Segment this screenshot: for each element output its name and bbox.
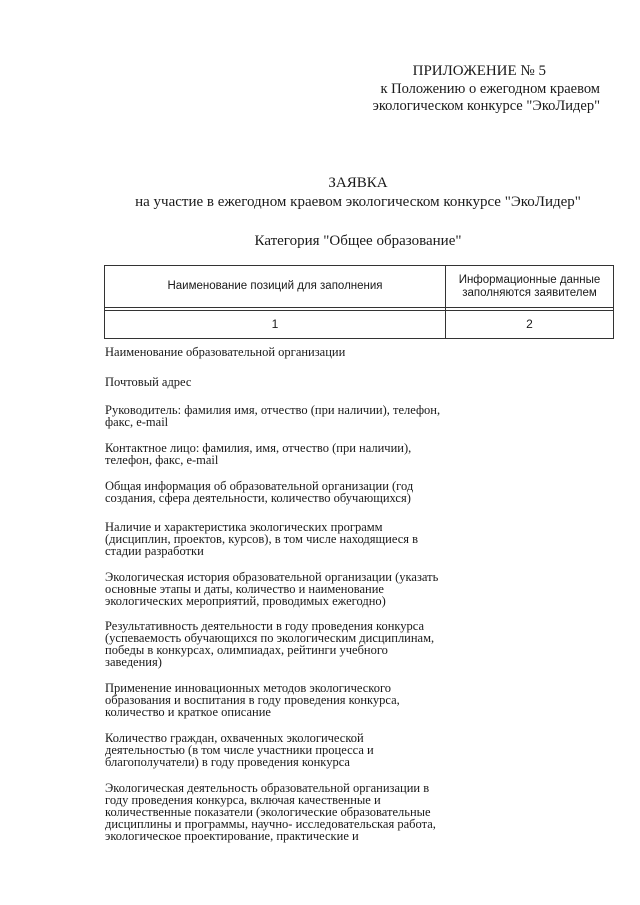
column-header-data-line-1: Информационные данные	[458, 273, 601, 286]
form-item-line: Наличие и характеристика экологических программ	[105, 520, 383, 534]
form-item-line: количество и краткое описание	[105, 705, 271, 719]
column-header-positions: Наименование позиций для заполнения	[105, 266, 446, 308]
appendix-block	[330, 62, 600, 114]
form-item-line: заведения)	[105, 655, 162, 669]
column-header-data-line-2: заполняются заявителем	[462, 286, 597, 299]
appendix-line-2: экологическом конкурсе "ЭкоЛидер"	[372, 98, 600, 114]
appendix-line-1: к Положению о ежегодном краевом	[380, 81, 600, 97]
form-item-line: Экологическая история образовательной организации (указать	[105, 570, 439, 584]
form-item	[105, 442, 450, 466]
form-item	[105, 376, 450, 388]
form-item	[105, 782, 450, 842]
form-item	[105, 620, 450, 668]
appendix-number: ПРИЛОЖЕНИЕ № 5	[412, 63, 546, 79]
form-item-line: количественные показатели (экологические образовательные	[105, 805, 431, 819]
form-item-line: году проведения конкурса, включая качественные и	[105, 793, 381, 807]
form-item-line: деятельностью (в том числе участники процесса и	[105, 743, 374, 757]
form-item-line: Количество граждан, охваченных экологической	[105, 731, 364, 745]
form-item-line: Руководитель: фамилия имя, отчество (при наличии), телефон,	[105, 403, 441, 417]
category-label: Категория "Общее образование"	[254, 233, 462, 249]
form-item-line: факс, e-mail	[105, 415, 169, 429]
form-item-line: Экологическая деятельность образовательной организации в	[105, 781, 430, 795]
form-item-line: (успеваемость обучающихся по экологическим дисциплинам,	[105, 631, 435, 645]
column-number-2: 2	[446, 311, 614, 339]
form-item-line: экологическое проектирование, практические и	[105, 829, 359, 843]
form-item	[105, 732, 450, 768]
application-table	[104, 265, 614, 339]
column-header-data	[446, 266, 614, 308]
column-number-1: 1	[105, 311, 446, 339]
document-title: ЗАЯВКА	[328, 175, 388, 191]
form-item	[105, 404, 450, 428]
form-item	[105, 346, 450, 358]
form-item-line: Наименование образовательной организации	[105, 345, 346, 359]
document-heading	[0, 174, 640, 211]
form-item-line: Почтовый адрес	[105, 375, 192, 389]
form-item-line: Применение инновационных методов экологического	[105, 681, 392, 695]
form-item-line: образования и воспитания в году проведения конкурса,	[105, 693, 400, 707]
form-item-line: Общая информация об образовательной организации (год	[105, 479, 414, 493]
form-item	[105, 571, 450, 607]
form-item-line: стадии разработки	[105, 544, 204, 558]
form-item-line: дисциплины и программы, научно- исследовательская работа,	[105, 817, 436, 831]
form-item	[105, 682, 450, 718]
form-item-line: экологических мероприятий, проводимых ежегодно)	[105, 594, 386, 608]
form-item-line: благополучатели) в году проведения конкурса	[105, 755, 350, 769]
document-subtitle: на участие в ежегодном краевом экологическом конкурсе "ЭкоЛидер"	[135, 194, 581, 210]
form-item-line: Результативность деятельности в году проведения конкурса	[105, 619, 425, 633]
form-item	[105, 521, 450, 557]
form-item-line: создания, сфера деятельности, количество обучающихся)	[105, 491, 411, 505]
form-item	[105, 480, 450, 504]
form-item-line: телефон, факс, e-mail	[105, 453, 219, 467]
form-item-line: победы в конкурсах, олимпиадах, рейтинги учебного	[105, 643, 388, 657]
form-item-line: (дисциплин, проектов, курсов), в том числе находящиеся в	[105, 532, 419, 546]
form-item-line: основные этапы и даты, количество и наименование	[105, 582, 384, 596]
form-item-line: Контактное лицо: фамилия, имя, отчество (при наличии),	[105, 441, 412, 455]
